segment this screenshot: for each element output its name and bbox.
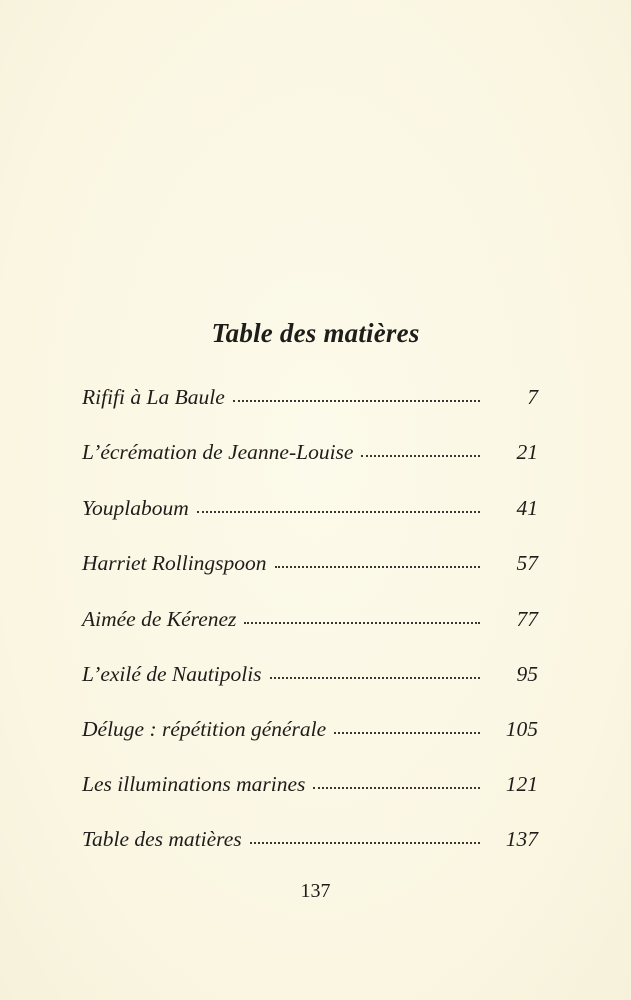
dot-leader <box>361 455 480 457</box>
dot-leader <box>197 511 480 513</box>
toc-entry-page: 137 <box>505 827 538 851</box>
toc-entry-page: 7 <box>527 385 538 409</box>
toc-entry <box>82 551 538 591</box>
toc-entry-page: 57 <box>516 551 538 575</box>
toc-entry-title: Harriet Rollingspoon <box>82 551 267 575</box>
dot-leader <box>275 566 480 568</box>
toc-entry-title: L’exilé de Nautipolis <box>82 662 262 686</box>
toc-entry <box>82 440 538 480</box>
dot-leader <box>334 732 480 734</box>
toc-entry-title: Rififi à La Baule <box>82 385 225 409</box>
toc-entry-page: 77 <box>516 607 538 631</box>
toc-entry-title: Aimée de Kérenez <box>82 607 237 631</box>
toc-entry-title: Les illuminations marines <box>82 772 306 796</box>
dot-leader <box>233 400 480 402</box>
toc-entry-title: Youplaboum <box>82 496 189 520</box>
toc-entry <box>82 496 538 536</box>
toc-entry-page: 95 <box>516 662 538 686</box>
toc-entry-page: 41 <box>516 496 538 520</box>
page-number: 137 <box>300 880 331 902</box>
toc-entry-title: Table des matières <box>82 827 242 851</box>
dot-leader <box>270 677 480 679</box>
toc-entry <box>82 662 538 702</box>
toc-heading: Table des matières <box>211 318 420 348</box>
toc-entry <box>82 385 538 425</box>
toc-entry-page: 21 <box>516 440 538 464</box>
dot-leader <box>244 622 480 624</box>
toc-entry-page: 121 <box>505 772 538 796</box>
toc-entry-title: Déluge : répétition générale <box>82 717 327 741</box>
dot-leader <box>250 842 480 844</box>
toc-entry <box>82 717 538 757</box>
dot-leader <box>313 787 480 789</box>
toc-entry <box>82 827 538 867</box>
toc-entry <box>82 772 538 812</box>
toc-entry-title: L’écrémation de Jeanne-Louise <box>82 440 354 464</box>
toc-entry <box>82 607 538 647</box>
toc-entry-page: 105 <box>505 717 538 741</box>
